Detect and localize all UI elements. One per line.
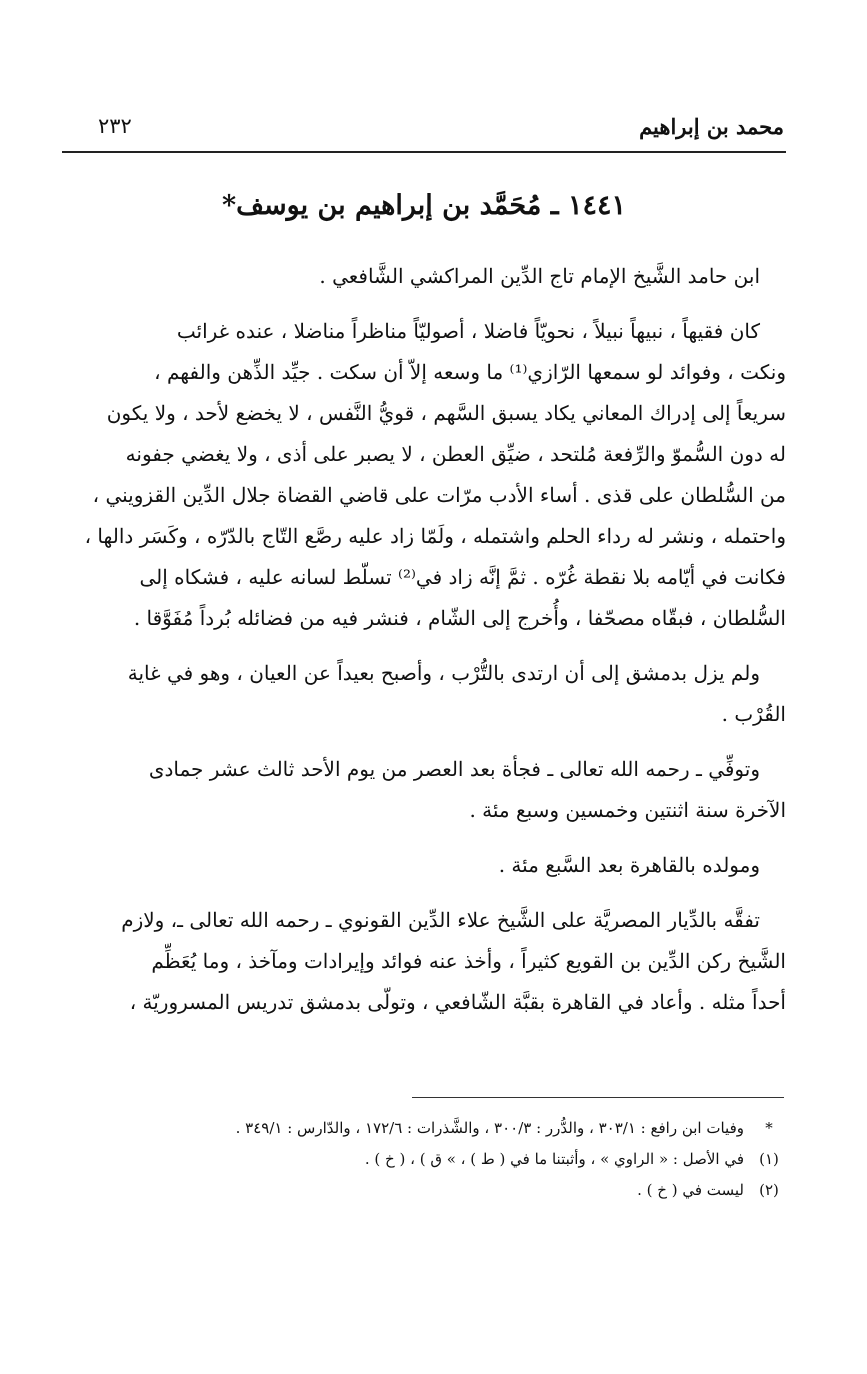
text-line: القُرْب . [721, 702, 786, 726]
running-title: محمد بن إبراهيم [639, 114, 784, 139]
footnote [62, 1144, 784, 1175]
text-line: فكانت في أيّامه بلا نقطة غُرّه . ثمَّ إنَّه زاد في⁽²⁾ تسلّط لسانه عليه ، فشكاه إلى [139, 565, 786, 589]
text-line: له دون السُّموّ والرِّفعة مُلتحد ، ضيِّق العطن ، لا يصبر على أذى ، ولا يغضي جفونه [125, 442, 786, 466]
page-number: ٢٣٢ [98, 114, 132, 138]
footnote-marker: (١) [759, 1150, 779, 1168]
text-line: كان فقيهاً ، نبيهاً نبيلاً ، نحويّاً فاضلا ، أصوليّاً مناظراً مناضلا ، عنده غرائب [176, 319, 760, 343]
text-line: ولم يزل بدمشق إلى أن ارتدى بالتُّرْب ، وأصبح بعيداً عن العيان ، وهو في غاية [127, 661, 760, 685]
footnote-marker: * [765, 1119, 773, 1137]
text-line: من السُّلطان على قذى . أساء الأدب مرّات على قاضي القضاة جلال الدِّين القزويني ، [92, 483, 786, 507]
text-line: ابن حامد الشَّيخ الإمام تاج الدِّين المراكشي الشَّافعي . [319, 264, 760, 288]
header-rule [62, 151, 786, 153]
footnote-text: في الأصل : « الراوي » ، وأثبتنا ما في ( ط ) ، » ق ) ، ( خ ) . [364, 1150, 744, 1168]
text-line: أحداً مثله . وأعاد في القاهرة بقبَّة الشّافعي ، وتولّى بدمشق تدريس المسروريّة ، [129, 990, 786, 1014]
text-line: ونكت ، وفوائد لو سمعها الرّازي⁽¹⁾ ما وسعه إلاّ أن سكت . جيِّد الذِّهن والفهم ، [154, 360, 786, 384]
footnote [62, 1113, 784, 1144]
text-line: وتوفِّي ـ رحمه الله تعالى ـ فجأة بعد العصر من يوم الأحد ثالث عشر جمادى [148, 757, 760, 781]
text-line: الآخرة سنة اثنتين وخمسين وسبع مئة . [469, 798, 786, 822]
body-text [62, 256, 786, 1023]
footnote [62, 1175, 784, 1206]
text-line: ومولده بالقاهرة بعد السَّبع مئة . [498, 853, 760, 877]
footnote-text: وفيات ابن رافع : ٣٠٣/١ ، والدُّرر : ٣٠٠/٣ ، والشَّذرات : ١٧٢/٦ ، والدّارس : ٣٤٩/١ . [235, 1119, 744, 1137]
running-header [62, 108, 784, 148]
footnotes [62, 1113, 784, 1206]
entry-title: ١٤٤١ ـ مُحَمَّد بن إبراهيم بن يوسف* [221, 190, 627, 221]
footnote-rule [412, 1097, 784, 1098]
text-line: الشَّيخ ركن الدِّين بن القويع كثيراً ، وأخذ عنه فوائد وإيرادات ومآخذ ، وما يُعَظِّم [151, 949, 786, 973]
text-line: واحتمله ، ونشر له رداء الحلم واشتمله ، ولَمّا زاد عليه رصَّع التّاج بالدّرّه ، وكَسَر دالها ، [84, 524, 786, 548]
text-line: تفقَّه بالدِّيار المصريَّة على الشَّيخ علاء الدِّين القونوي ـ رحمه الله تعالى ـ، ولازم [121, 908, 760, 932]
text-line: السُّلطان ، فبقّاه مصحّفا ، وأُخرج إلى الشّام ، فنشر فيه من فضائله بُرداً مُفَوَّقا . [133, 606, 786, 630]
footnote-marker: (٢) [759, 1181, 779, 1199]
footnote-text: ليست في ( خ ) . [637, 1181, 744, 1199]
text-line: سريعاً إلى إدراك المعاني يكاد يسبق السَّهم ، قويُّ النَّفس ، لا يخضع لأحد ، ولا يكون [106, 401, 786, 425]
